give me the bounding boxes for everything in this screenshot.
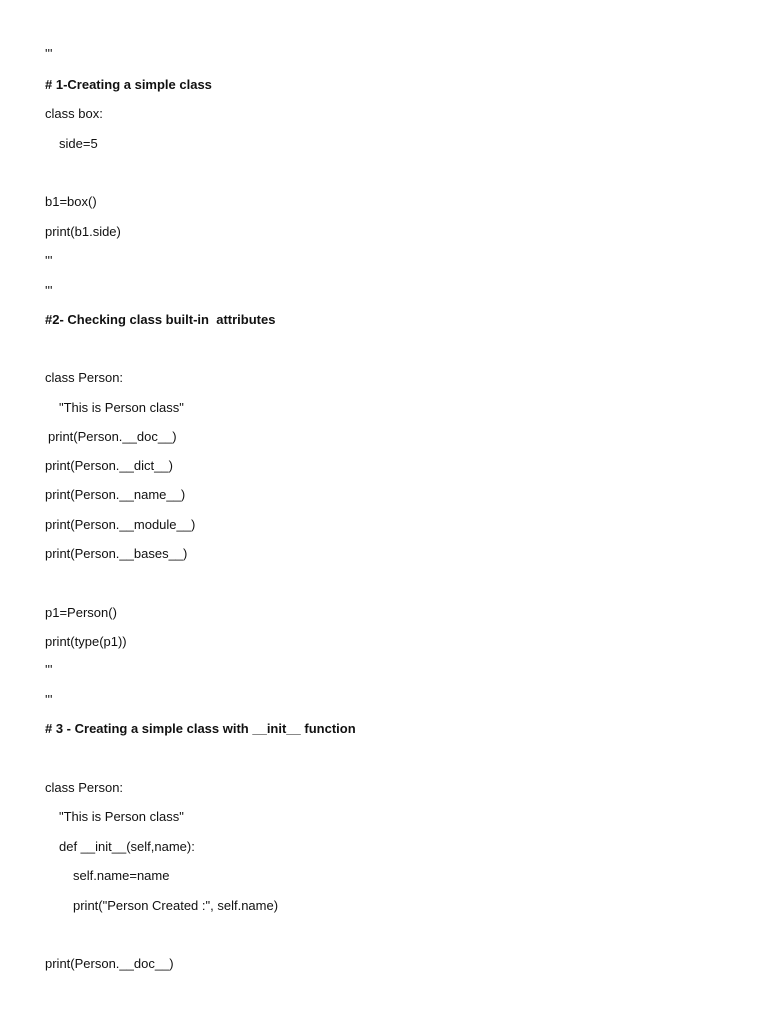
docstring-quote: ''' [45, 46, 53, 61]
code-line: print(Person.__module__) [45, 517, 196, 532]
docstring-quote: ''' [45, 692, 53, 707]
code-line: b1=box() [45, 194, 97, 209]
code-line: print(Person.__doc__) [45, 956, 174, 971]
code-line: class Person: [45, 370, 124, 385]
code-line: print(Person.__doc__) [48, 429, 177, 444]
code-line: class Person: [45, 780, 124, 795]
code-line: "This is Person class" [59, 400, 184, 415]
docstring-quote: ''' [45, 253, 53, 268]
code-line: self.name=name [73, 868, 170, 883]
code-line: print(type(p1)) [45, 634, 127, 649]
code-line: print(Person.__bases__) [45, 546, 188, 561]
code-line: "This is Person class" [59, 809, 184, 824]
section-heading-2: #2- Checking class built-in attributes [45, 312, 276, 327]
docstring-quote: ''' [45, 662, 53, 677]
docstring-quote: ''' [45, 283, 53, 298]
code-line: def __init__(self,name): [59, 839, 195, 854]
code-line: class box: [45, 106, 103, 121]
code-line: print(Person.__name__) [45, 487, 186, 502]
code-line: print(b1.side) [45, 224, 121, 239]
code-line: side=5 [59, 136, 98, 151]
section-heading-3: # 3 - Creating a simple class with __init__ function [45, 721, 356, 736]
code-line: p1=Person() [45, 605, 117, 620]
code-line: print(Person.__dict__) [45, 458, 173, 473]
section-heading-1: # 1-Creating a simple class [45, 77, 212, 92]
code-line: print("Person Created :", self.name) [73, 898, 279, 913]
